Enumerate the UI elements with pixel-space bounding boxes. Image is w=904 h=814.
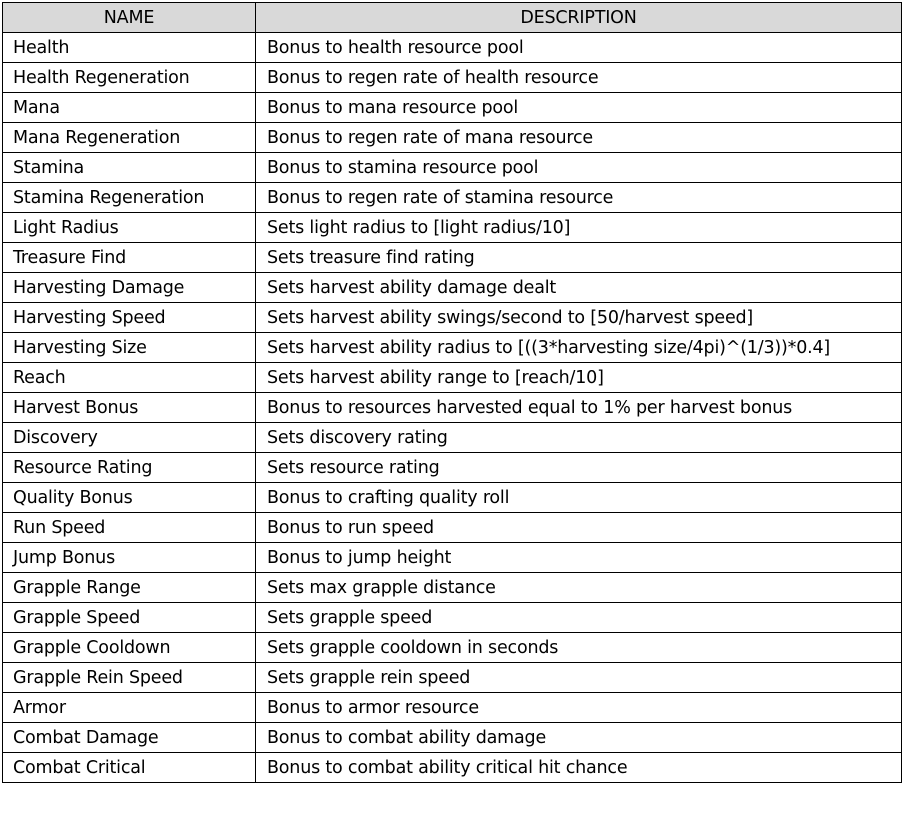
stat-description: Sets resource rating <box>256 453 902 483</box>
table-body <box>3 33 902 783</box>
stat-name: Combat Damage <box>3 723 256 753</box>
stat-description: Sets treasure find rating <box>256 243 902 273</box>
stat-name: Jump Bonus <box>3 543 256 573</box>
stat-description: Sets harvest ability damage dealt <box>256 273 902 303</box>
stat-description: Bonus to health resource pool <box>256 33 902 63</box>
stat-description: Bonus to jump height <box>256 543 902 573</box>
table-row <box>3 663 902 693</box>
stats-table-container <box>2 2 901 783</box>
table-row <box>3 753 902 783</box>
stat-name: Harvesting Size <box>3 333 256 363</box>
stat-description: Sets harvest ability radius to [((3*harvesting size/4pi)^(1/3))*0.4] <box>256 333 902 363</box>
stat-name: Grapple Cooldown <box>3 633 256 663</box>
stat-name: Grapple Speed <box>3 603 256 633</box>
stat-description: Sets light radius to [light radius/10] <box>256 213 902 243</box>
table-row <box>3 423 902 453</box>
table-row <box>3 363 902 393</box>
stat-name: Health Regeneration <box>3 63 256 93</box>
stat-description: Bonus to regen rate of stamina resource <box>256 183 902 213</box>
stat-description: Bonus to stamina resource pool <box>256 153 902 183</box>
table-row <box>3 723 902 753</box>
stat-description: Sets grapple speed <box>256 603 902 633</box>
header-name: NAME <box>3 3 256 33</box>
stat-name: Harvesting Speed <box>3 303 256 333</box>
table-row <box>3 243 902 273</box>
stat-name: Quality Bonus <box>3 483 256 513</box>
stat-name: Light Radius <box>3 213 256 243</box>
stat-description: Sets max grapple distance <box>256 573 902 603</box>
table-row <box>3 33 902 63</box>
table-row <box>3 123 902 153</box>
stats-table <box>2 2 902 783</box>
stat-name: Grapple Rein Speed <box>3 663 256 693</box>
stat-description: Sets harvest ability swings/second to [50/harvest speed] <box>256 303 902 333</box>
stat-name: Stamina Regeneration <box>3 183 256 213</box>
header-row <box>3 3 902 33</box>
table-row <box>3 633 902 663</box>
stat-description: Bonus to armor resource <box>256 693 902 723</box>
stat-description: Bonus to regen rate of mana resource <box>256 123 902 153</box>
stat-name: Health <box>3 33 256 63</box>
stat-name: Treasure Find <box>3 243 256 273</box>
table-row <box>3 153 902 183</box>
stat-description: Sets discovery rating <box>256 423 902 453</box>
table-row <box>3 483 902 513</box>
stat-description: Sets grapple rein speed <box>256 663 902 693</box>
table-row <box>3 543 902 573</box>
table-row <box>3 393 902 423</box>
table-row <box>3 693 902 723</box>
stat-description: Bonus to regen rate of health resource <box>256 63 902 93</box>
stat-name: Combat Critical <box>3 753 256 783</box>
table-row <box>3 303 902 333</box>
table-row <box>3 513 902 543</box>
stat-name: Reach <box>3 363 256 393</box>
table-row <box>3 183 902 213</box>
stat-name: Mana Regeneration <box>3 123 256 153</box>
stat-name: Discovery <box>3 423 256 453</box>
stat-description: Sets harvest ability range to [reach/10] <box>256 363 902 393</box>
table-row <box>3 93 902 123</box>
table-row <box>3 603 902 633</box>
table-row <box>3 213 902 243</box>
stat-description: Bonus to crafting quality roll <box>256 483 902 513</box>
table-header <box>3 3 902 33</box>
stat-description: Sets grapple cooldown in seconds <box>256 633 902 663</box>
stat-name: Grapple Range <box>3 573 256 603</box>
stat-description: Bonus to run speed <box>256 513 902 543</box>
stat-name: Harvest Bonus <box>3 393 256 423</box>
stat-description: Bonus to resources harvested equal to 1% per harvest bonus <box>256 393 902 423</box>
stat-name: Run Speed <box>3 513 256 543</box>
stat-name: Armor <box>3 693 256 723</box>
stat-description: Bonus to combat ability critical hit chance <box>256 753 902 783</box>
stat-name: Mana <box>3 93 256 123</box>
stat-name: Resource Rating <box>3 453 256 483</box>
table-row <box>3 573 902 603</box>
table-row <box>3 63 902 93</box>
table-row <box>3 453 902 483</box>
stat-name: Stamina <box>3 153 256 183</box>
stat-description: Bonus to combat ability damage <box>256 723 902 753</box>
stat-name: Harvesting Damage <box>3 273 256 303</box>
table-row <box>3 333 902 363</box>
header-description: DESCRIPTION <box>256 3 902 33</box>
stat-description: Bonus to mana resource pool <box>256 93 902 123</box>
table-row <box>3 273 902 303</box>
